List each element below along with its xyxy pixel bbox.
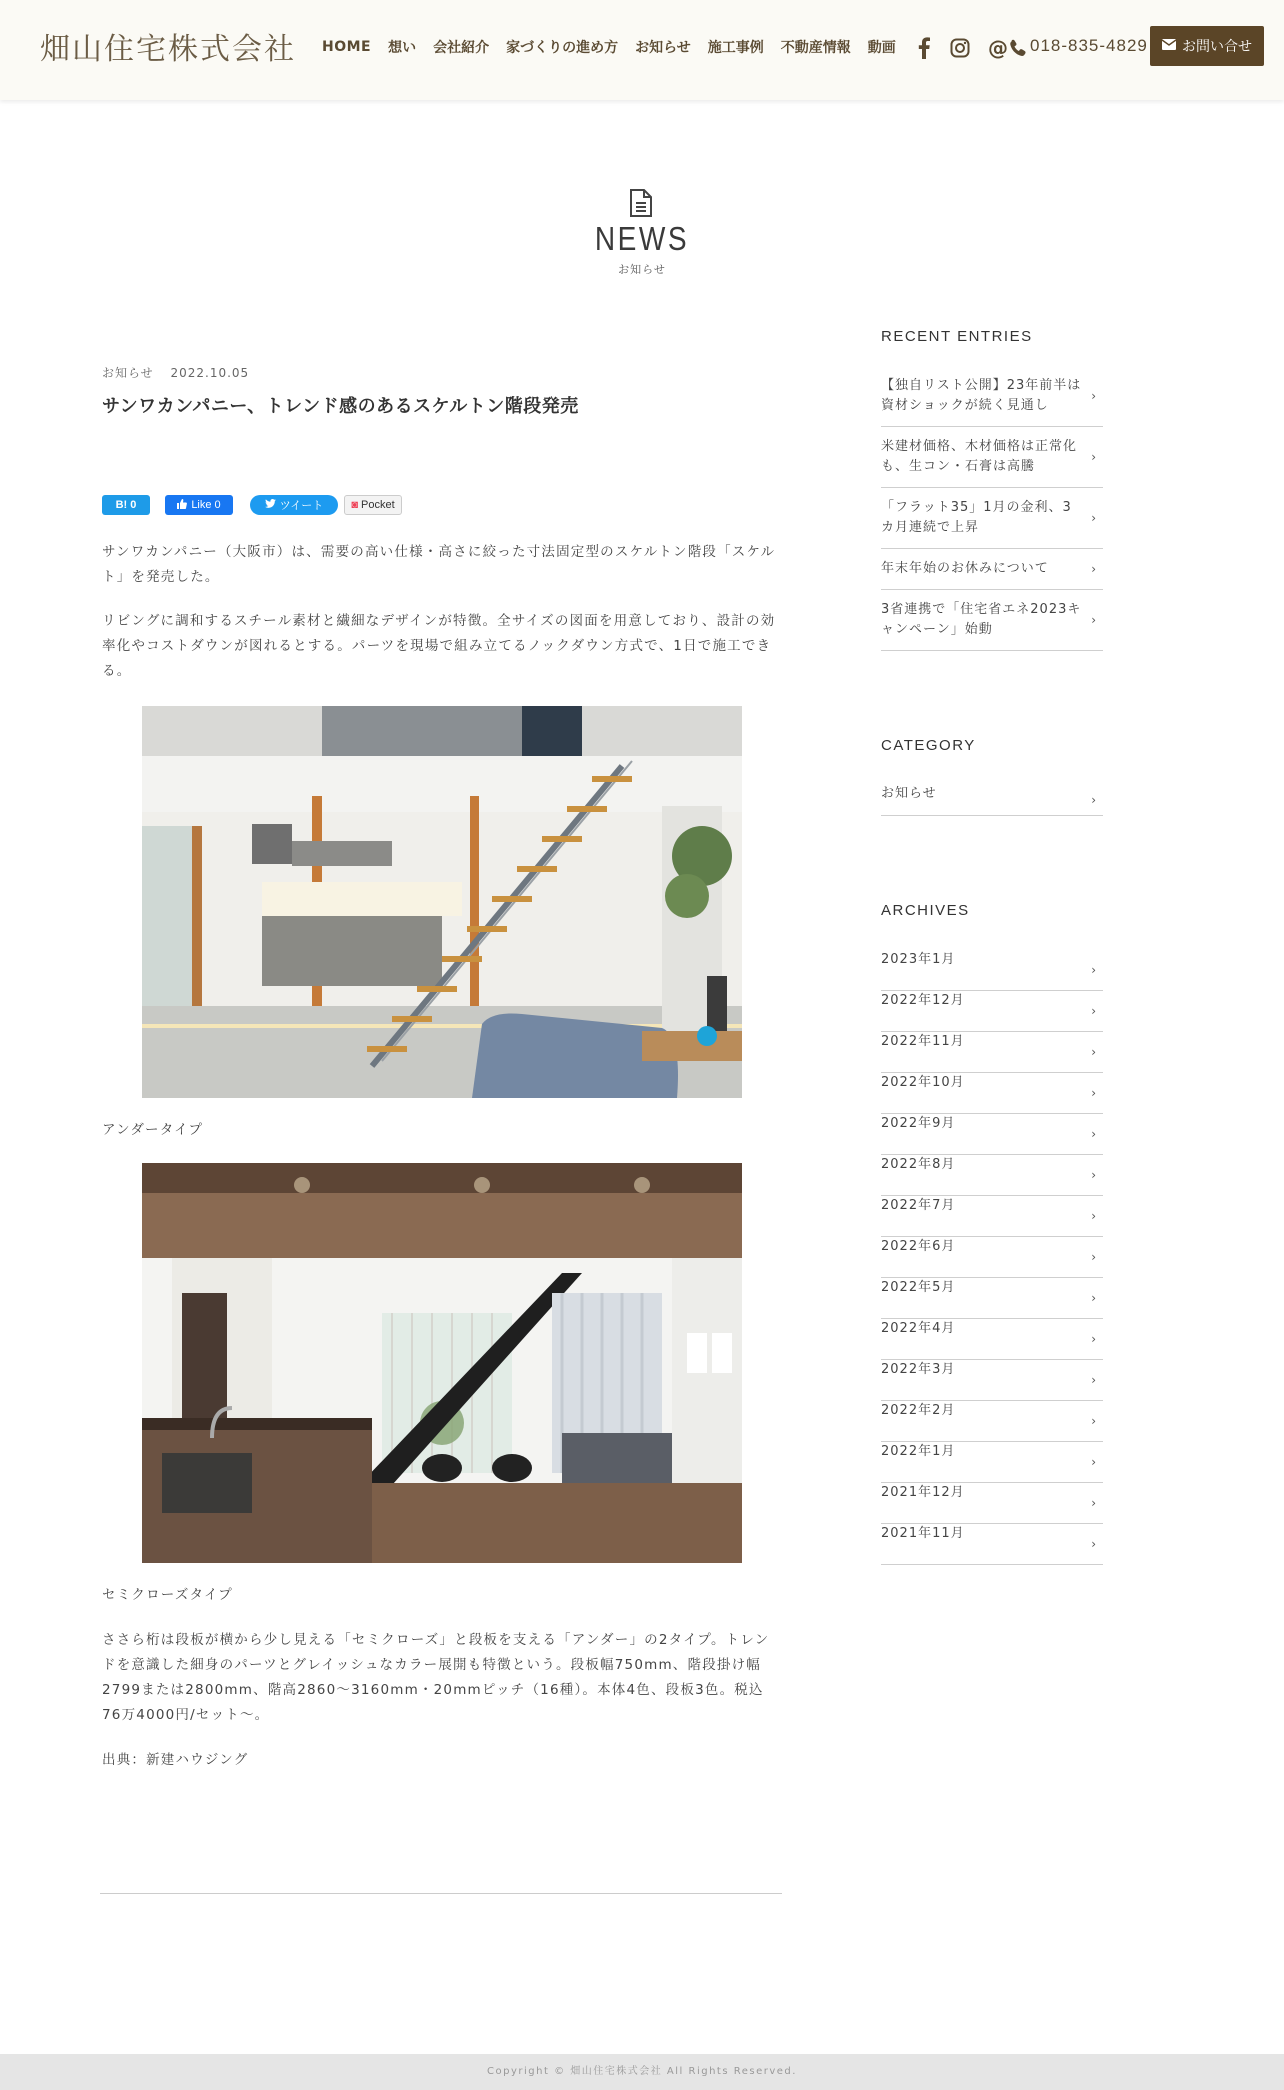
facebook-like-button[interactable] [165,495,233,515]
tweet-button[interactable] [250,495,338,515]
nav-realestate[interactable]: 不動産情報 [780,40,851,56]
thumbs-up-icon [177,499,187,512]
archive-label: 2022年11月 [881,1034,965,1049]
archive-label: 2022年10月 [881,1075,965,1090]
archive-item[interactable] [881,1442,1103,1483]
article-source: 出典：新建ハウジング [102,1752,249,1768]
chevron-right-icon: › [1091,1537,1097,1551]
archive-item[interactable] [881,1196,1103,1237]
photo-caption: セミクローズタイプ [102,1587,233,1603]
copyright-text: Copyright © 畑山住宅株式会社 All Rights Reserved. [487,2066,797,2077]
archive-item[interactable] [881,1032,1103,1073]
nav-home[interactable]: HOME [322,39,372,55]
nav-process[interactable]: 家づくりの進め方 [506,40,619,56]
chevron-right-icon: › [1091,1045,1097,1059]
archive-label: 2022年12月 [881,993,965,1008]
archive-label: 2022年6月 [881,1239,956,1254]
archive-item[interactable] [881,1073,1103,1114]
recent-entry[interactable] [881,590,1103,651]
archive-item[interactable] [881,1114,1103,1155]
chevron-right-icon: › [1091,963,1097,977]
archive-item[interactable] [881,1360,1103,1401]
chevron-right-icon: › [1091,1086,1097,1100]
stair-photo-under-type [142,706,742,1098]
chevron-right-icon: › [1091,1004,1097,1018]
archive-label: 2022年3月 [881,1362,956,1377]
chevron-right-icon: › [1091,1496,1097,1510]
chevron-right-icon: › [1091,1127,1097,1141]
archive-item[interactable] [881,1401,1103,1442]
article-divider [100,1893,782,1894]
hatena-bookmark-button[interactable]: B! 0 [102,495,150,515]
svg-text:@: @ [988,37,1008,59]
chevron-right-icon: › [1091,1373,1097,1387]
category-heading: CATEGORY [881,737,976,754]
photo-caption: アンダータイプ [102,1122,204,1138]
like-label: Like 0 [191,499,221,511]
recent-entry-label: 年末年始のお休みについて [881,561,1049,576]
chevron-right-icon: › [1091,389,1097,403]
archives-heading: ARCHIVES [881,902,970,919]
archive-label: 2022年7月 [881,1198,956,1213]
article-date: 2022.10.05 [170,366,250,380]
archive-label: 2021年11月 [881,1526,965,1541]
archives-list [881,950,1103,1565]
contact-button[interactable] [1150,26,1264,66]
chevron-right-icon: › [1091,1455,1097,1469]
pocket-icon: ◙ [351,499,358,511]
category-item[interactable] [881,784,1103,816]
pocket-button[interactable] [344,495,402,515]
article-paragraph: ささら桁は段板が横から少し見える「セミクローズ」と段板を支える「アンダー」の2タイプ。トレンドを意識した細身のパーツとグレイッシュなカラー展開も特徴という。段板幅750mm、階段掛け幅2799または2800mm、階高2860～3160mm・20mmピッチ（16種）。本体4色、段板3色。税込76万4000円/セット〜。 [102,1632,770,1723]
recent-entries-list [881,366,1103,651]
site-logo[interactable]: 畑山住宅株式会社 [40,32,296,67]
recent-entry[interactable] [881,549,1103,590]
recent-entry-label: 【独自リスト公開】23年前半は資材ショックが続く見通し [881,378,1082,413]
archive-item[interactable] [881,950,1103,991]
chevron-right-icon: › [1091,1209,1097,1223]
archive-label: 2022年5月 [881,1280,956,1295]
chevron-right-icon: › [1091,562,1097,576]
archive-label: 2022年8月 [881,1157,956,1172]
archive-label: 2022年1月 [881,1444,956,1459]
recent-entry-label: 3省連携で「住宅省エネ2023キャンペーン」始動 [881,602,1082,637]
mail-icon [1162,38,1176,54]
phone-number[interactable]: 018-835-4829 [1030,36,1148,55]
chevron-right-icon: › [1091,1332,1097,1346]
recent-entry-label: 「フラット35」1月の金利、3カ月連続で上昇 [881,500,1072,535]
recent-entry[interactable] [881,366,1103,427]
page-title: NEWS [594,220,690,257]
archive-label: 2022年4月 [881,1321,956,1336]
article-category[interactable]: お知らせ [102,366,154,380]
chevron-right-icon: › [1091,1168,1097,1182]
article-title: サンワカンパニー、トレンド感のあるスケルトン階段発売 [102,396,579,417]
recent-entry[interactable] [881,488,1103,549]
chevron-right-icon: › [1091,1291,1097,1305]
archive-label: 2022年9月 [881,1116,956,1131]
pocket-label: Pocket [361,499,395,511]
archive-item[interactable] [881,1319,1103,1360]
article-paragraph: サンワカンパニー（大阪市）は、需要の高い仕様・高さに絞った寸法固定型のスケルトン階段「スケルト」を発売した。 [102,544,776,585]
main-nav [322,36,913,58]
chevron-right-icon: › [1091,511,1097,525]
facebook-icon[interactable] [918,36,930,60]
contact-label: お問い合せ [1182,39,1252,55]
tweet-label: ツイート [279,500,324,512]
article-paragraph: リビングに調和するスチール素材と繊細なデザインが特徴。全サイズの図面を用意しており、設計の効率化やコストダウンが図れるとする。パーツを現場で組み立てるノックダウン方式で、1日で施工できる。 [102,613,776,679]
article-meta [102,364,261,381]
archive-label: 2023年1月 [881,952,956,967]
document-icon [628,188,654,218]
archive-item[interactable] [881,991,1103,1032]
instagram-icon[interactable] [950,36,970,60]
archive-item[interactable] [881,1524,1103,1565]
archive-label: 2022年2月 [881,1403,956,1418]
recent-entries-heading: RECENT ENTRIES [881,328,1033,345]
stair-photo-semi-closed-type [142,1163,742,1563]
archive-item[interactable] [881,1237,1103,1278]
chevron-right-icon: › [1091,613,1097,627]
nav-video[interactable]: 動画 [867,40,896,56]
category-label: お知らせ [881,786,937,801]
nav-news[interactable]: お知らせ [635,40,691,56]
archive-item[interactable] [881,1155,1103,1196]
site-footer [0,2054,1284,2090]
twitter-bird-icon [265,499,276,511]
page-subtitle: お知らせ [618,263,666,276]
archive-label: 2021年12月 [881,1485,965,1500]
chevron-right-icon: › [1091,1414,1097,1428]
recent-entry-label: 米建材価格、木材価格は正常化も、生コン・石膏は高騰 [881,439,1078,474]
nav-philosophy[interactable]: 想い [388,40,417,56]
nav-works[interactable]: 施工事例 [707,40,764,56]
category-list [881,784,1103,816]
chevron-right-icon: › [1091,792,1097,807]
chevron-right-icon: › [1091,1250,1097,1264]
line-icon[interactable] [988,36,1028,60]
site-header [0,0,1284,100]
nav-company[interactable]: 会社紹介 [433,40,490,56]
recent-entry[interactable] [881,427,1103,488]
archive-item[interactable] [881,1483,1103,1524]
chevron-right-icon: › [1091,450,1097,464]
archive-item[interactable] [881,1278,1103,1319]
